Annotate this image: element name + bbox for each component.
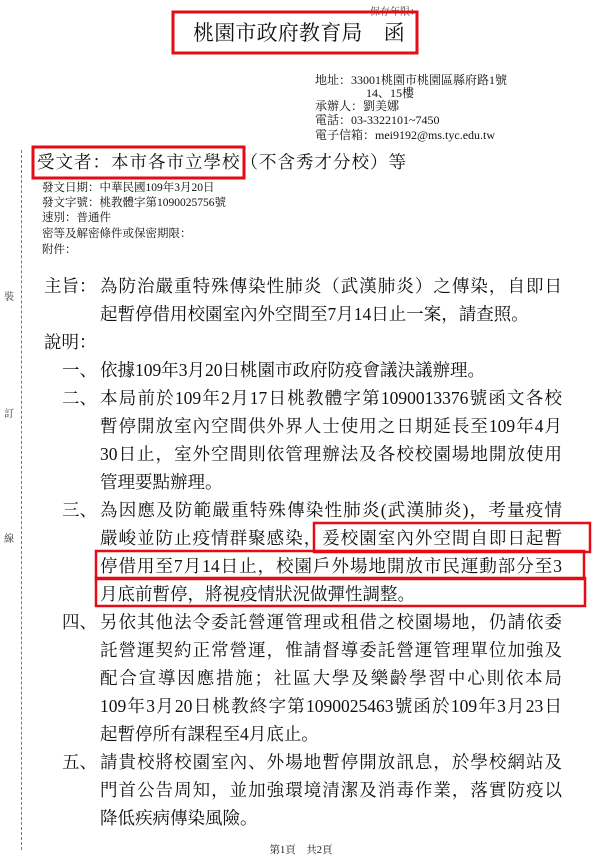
contact-phone: 電話：03-3322101~7450 xyxy=(315,113,440,127)
item-number: 五、 xyxy=(62,752,97,772)
item-line: 本局前於109年2月17日桃教體字第1090013376號函文各校 xyxy=(100,388,562,408)
document-title: 桃園市政府教育局 函 xyxy=(193,21,405,45)
item-line: 請貴校將校園室內、外場地暫停開放訊息，於學校網站及 xyxy=(100,752,562,772)
subject-label: 主旨： xyxy=(44,276,97,296)
retention-period-label: 保存年限： xyxy=(370,7,420,18)
dispatch-date: 發文日期：中華民國109年3月20日 xyxy=(42,182,215,194)
attachments: 附件： xyxy=(42,244,77,256)
explanation-label: 說明： xyxy=(44,332,97,352)
item-line: 為因應及防範嚴重特殊傳染性肺炎(武漢肺炎)，考量疫情 xyxy=(100,500,562,520)
item-line: 停借用至7月14日止，校園戶外場地開放市民運動部分至3 xyxy=(100,556,562,576)
item-line: 依據109年3月20日桃園市政府防疫會議決議辦理。 xyxy=(100,360,485,380)
item-number: 四、 xyxy=(62,612,97,632)
contact-email: 電子信箱：mei9192@ms.tyc.edu.tw xyxy=(315,128,496,142)
binding-line xyxy=(21,150,22,850)
contact-address-floor: 14、15樓 xyxy=(366,86,415,100)
recipient-line: 受文者：本市各市立學校（不含秀才分校）等 xyxy=(37,152,407,172)
item-line: 109年3月20日桃教終字第1090025463號函於109年3月23日 xyxy=(100,696,562,716)
item-line: 配合宣導因應措施；社區大學及樂齡學習中心則依本局 xyxy=(100,668,562,688)
page-number: 第1頁 共2頁 xyxy=(269,845,333,856)
item-line: 門首公告周知，並加強環境清潔及消毒作業，落實防疫以 xyxy=(100,780,562,800)
contact-address: 地址：33001桃園市桃園區縣府路1號 xyxy=(315,73,508,87)
item-line: 託營運契約正常營運，惟請督導委託營運管理單位加強及 xyxy=(100,640,562,660)
dispatch-number: 發文字號：桃教體字第1090025756號 xyxy=(42,197,226,209)
subject-line: 起暫停借用校園室內外空間至7月14日止一案，請查照。 xyxy=(100,304,529,324)
item-line: 另依其他法令委託營運管理或租借之校園場地，仍請依委 xyxy=(100,612,562,632)
item-number: 二、 xyxy=(62,388,97,408)
item-number: 一、 xyxy=(62,360,97,380)
item-line: 降低疾病傳染風險。 xyxy=(100,808,258,828)
binding-mark-zhuang: 裝 xyxy=(4,292,14,303)
item-line: 起暫停所有課程至4月底止。 xyxy=(100,724,319,744)
item-number: 三、 xyxy=(62,500,97,520)
binding-mark-xian: 線 xyxy=(4,534,14,545)
item-line: 管理要點辦理。 xyxy=(100,472,223,492)
item-line: 月底前暫停，將視疫情狀況做彈性調整。 xyxy=(100,584,415,604)
item-line: 嚴峻並防止疫情群聚感染，爰校園室內外空間自即日起暫 xyxy=(100,528,562,548)
subject-line: 為防治嚴重特殊傳染性肺炎（武漢肺炎）之傳染，自即日 xyxy=(100,276,562,296)
delivery-speed: 速別：普通件 xyxy=(42,212,111,224)
item-line: 暫停開放室內空間供外界人士使用之日期延長至109年4月 xyxy=(100,416,562,436)
binding-mark-ding: 訂 xyxy=(4,409,14,420)
item-line: 30日止，室外空間則依管理辦法及各校校園場地開放使用 xyxy=(100,444,562,464)
contact-handler: 承辦人：劉美娜 xyxy=(315,99,400,113)
confidentiality: 密等及解密條件或保密期限： xyxy=(42,228,192,240)
